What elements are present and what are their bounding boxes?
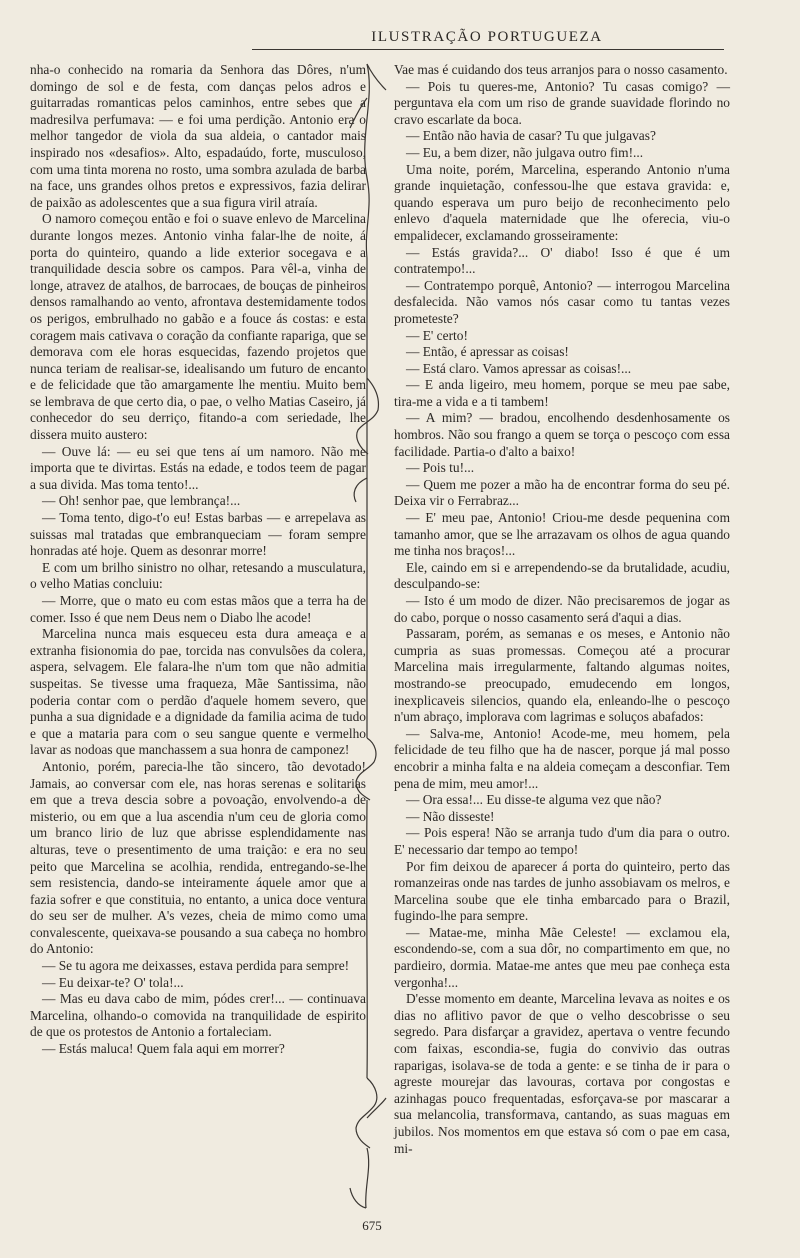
paragraph: — Está claro. Vamos apressar as coisas!... xyxy=(406,360,632,376)
paragraph: O namoro começou então e foi o suave enlevo de Marcelina durante longos mezes. Antonio vinha falar-lhe de noite, á porta do quinteiro, quando a lide exterior socegava e a tranquilidade descia sobre os campos. Para vêl-a, vinha de longe, atravez de atalhos, de barrocaes, de bouças de pinheiros densos ramalhando ao vento, afrontava destemidamente todos os perigos, embrulhado no gabão e a fouce ás costas: e esta coragem mais cativava o coração da confiante rapariga, que se demorava com ele horas esquecidas, fazendo projetos que nunca teriam de realisar-se, idealisando um futuro de encanto e de felicidade que tão amargamente lhe mentiu. Muito bem se lembrava de que certo dia, o pae, o velho Matias Caseiro, já conhecedor do seu derriço, fitando-a com seriedade, lhe dissera muito austero: xyxy=(30,211,366,443)
paragraph: — Eu deixar-te? O' tola!... xyxy=(42,974,184,990)
paragraph: — Mas eu dava cabo de mim, pódes crer!... — continuava Marcelina, olhando-o comovida na tranquilidade de espirito de que os protestos de Antonio a fortaleciam. xyxy=(30,991,366,1040)
paragraph: Uma noite, porém, Marcelina, esperando Antonio n'uma grande inquietação, confessou-lhe que estava gravida: e, quando esperava um puro beijo de reconhecimento pelo enlevo d'aquela maternidade que lhe oferecia, viu-o empalidecer, exclamando grosseiramente: xyxy=(394,161,730,243)
paragraph: E com um brilho sinistro no olhar, retesando a musculatura, o velho Matias concluiu: xyxy=(30,559,366,592)
paragraph: — Matae-me, minha Mãe Celeste! — exclamou ela, escondendo-se, com a sua dôr, no compartimento em que, no pardieiro, dormia. Matae-me antes que meu pae conheça esta vergonha!... xyxy=(394,924,730,990)
paragraph: — Ouve lá: — eu sei que tens aí um namoro. Não me importa que te divirtas. Estás na edade, e todos teem de pagar a sua divida. Mas toma tento!... xyxy=(30,443,366,492)
paragraph: — Quem me pozer a mão ha de encontrar forma do seu pé. Deixa vir o Ferrabraz... xyxy=(394,476,730,509)
right-column xyxy=(394,62,730,1157)
paragraph: D'esse momento em deante, Marcelina levava as noites e os dias no aflitivo pavor de que o velho descobrisse o seu segredo. Para disfarçar a gravidez, apertava o ventre fecundo com faixas, escondia-se, fugia do convivio das outras raparigas, isolava-se de toda a gente: e se tinha de ir para o agreste mourejar das lavouras, cortava por congostas e azinhagas pouco frequentadas, esforçava-se por mascarar a sua melancolia, transformava, cantando, as suas maguas em jubilos. Nos momentos em que estava só com o pae em casa, mi- xyxy=(394,991,730,1156)
paragraph: — Estás gravida?... O' diabo! Isso é que é um contratempo!... xyxy=(394,244,730,277)
paragraph: Ele, caindo em si e arrependendo-se da brutalidade, acudiu, desculpando-se: xyxy=(394,559,730,592)
paragraph: — Isto é um modo de dizer. Não precisaremos de jogar as do cabo, porque o nosso casamento será d'aqui a dias. xyxy=(394,593,730,625)
paragraph: Passaram, porém, as semanas e os meses, e Antonio não cumpria as suas promessas. Começou até a procurar Marcelina mais irregularmente, faltando algumas noites, mostrando-se preocupado, emudecendo em longos, inexplicaveis silencios, quando ela, enleando-lhe o pescoço n'um abraço, implorava com lagrimas e soluços abafados: xyxy=(394,626,730,725)
paragraph: — Pois tu queres-me, Antonio? Tu casas comigo? — perguntava ela com um riso de grande suavidade florindo no cravo escarlate da boca. xyxy=(394,78,730,127)
paragraph: — Então não havia de casar? Tu que julgavas? xyxy=(406,128,656,144)
paragraph: Por fim deixou de aparecer á porta do quinteiro, perto das romanzeiras onde nas tardes de junho assobiavam os melros, e Marcelina soube que ele tinha embarcado para o Brazil, fugindo-lhe para sempre. xyxy=(394,858,730,924)
paragraph: — Salva-me, Antonio! Acode-me, meu homem, pela felicidade de teu filho que ha de nascer, porque já mal posso encobrir a minha falta e na aldeia começam a desconfiar. Tem pena de mim, meu amor!... xyxy=(394,725,730,791)
paragraph: Antonio, porém, parecia-lhe tão sincero, tão devotado! Jamais, ao conversar com ele, nas horas serenas e solitarias em que a treva descia sobre a povoação, envolvendo-a de misterio, ou em que a lua ascendia n'um ceu de gloria como um branco lirio de luz que abrisse esplendidamente nas alturas, teve o presentimento de uma traição: e era no seu peito que Marcelina se acolhia, rendida, entregando-se-lhe sem resistencia, dando-se inteiramente áquele amor que a fazia sofrer e que constituia, no entanto, a unica doce ventura do seu ser de mulher. A's vezes, cheia de mimo como uma convalescente, queixava-se pousando a sua cabeça no hombro do Antonio: xyxy=(30,758,366,957)
paragraph: — Pois espera! Não se arranja tudo d'um dia para o outro. E' necessario dar tempo ao tempo! xyxy=(394,825,730,857)
page-number: 675 xyxy=(362,1218,382,1233)
paragraph: — Não disseste! xyxy=(406,808,495,824)
header-rule xyxy=(252,49,724,50)
paragraph: — E anda ligeiro, meu homem, porque se meu pae sabe, tira-me a vida e a ti tambem! xyxy=(394,377,730,409)
ornamental-column-divider xyxy=(344,58,390,1218)
paragraph: — Morre, que o mato eu com estas mãos que a terra ha de comer. Isso é que nem Deus nem o Diabo lhe acode! xyxy=(30,593,366,625)
running-header: ILUSTRAÇÃO PORTUGUEZA xyxy=(371,29,603,45)
paragraph: Vae mas é cuidando dos teus arranjos para o nosso casamento. xyxy=(394,62,728,77)
paragraph: — Se tu agora me deixasses, estava perdida para sempre! xyxy=(42,958,350,974)
paragraph: — Pois tu!... xyxy=(406,460,475,476)
paragraph: — E' meu pae, Antonio! Criou-me desde pequenina com tamanho amor, que se lhe arrazavam os olhos de agua quando me tinha nos braços!... xyxy=(394,510,730,559)
paragraph: — Estás maluca! Quem fala aqui em morrer? xyxy=(42,1041,285,1057)
paragraph: — Eu, a bem dizer, não julgava outro fim!... xyxy=(406,144,644,160)
paragraph: — Ora essa!... Eu disse-te alguma vez que não? xyxy=(406,792,662,808)
paragraph: — Então, é apressar as coisas! xyxy=(406,344,569,360)
paragraph: nha-o conhecido na romaria da Senhora das Dôres, n'um domingo de sol e de festa, com danças pelos adros e guitarradas romanticas pelos caminhos, entre sebes que a madresilva perfumava: — e foi uma perdição. Antonio era o melhor tangedor de viola da sua aldeia, o cantador mais inspirado nos «desafios». Alto, espadaúdo, forte, musculoso, com uma tinta morena no rosto, uma sombra azulada de barba na face, uns grandes olhos pretos e expressivos, fazia delirar de paixão as adolescentes que a sua figura viril atraía. xyxy=(30,62,366,210)
paragraph: — Contratempo porquê, Antonio? — interrogou Marcelina desfalecida. Não vamos nós casar como tu tantas vezes prometeste? xyxy=(394,277,730,326)
paragraph: Marcelina nunca mais esqueceu esta dura ameaça e a extranha fisionomia do pae, torcida nas convulsões da colera, aspera, selvagem. Ele falara-lhe n'um tom que não admitia suspeitas. Se tivesse uma fraqueza, Mãe Santissima, não poderia contar com o perdão d'aquele homem severo, que punha a sua dignidade e a dignidade da familia acima de tudo e que a mataria para com o seu sangue quente e vermelho lavar as nodoas que manchassem a sua honra de camponez! xyxy=(30,626,366,758)
paragraph: — A mim? — bradou, encolhendo desdenhosamente os hombros. Não sou frango a quem se torça o pescoço com essa facilidade. Partia-o d'alto a baixo! xyxy=(394,410,730,459)
paragraph: — Oh! senhor pae, que lembrança!... xyxy=(42,493,241,509)
paragraph: — Toma tento, digo-t'o eu! Estas barbas — e arrepelava as suissas mal tratadas que embranqueciam — foram sempre honradas até hoje. Quem as desonrar morre! xyxy=(30,510,366,559)
left-column xyxy=(30,62,366,1058)
paragraph: — E' certo! xyxy=(406,327,468,343)
